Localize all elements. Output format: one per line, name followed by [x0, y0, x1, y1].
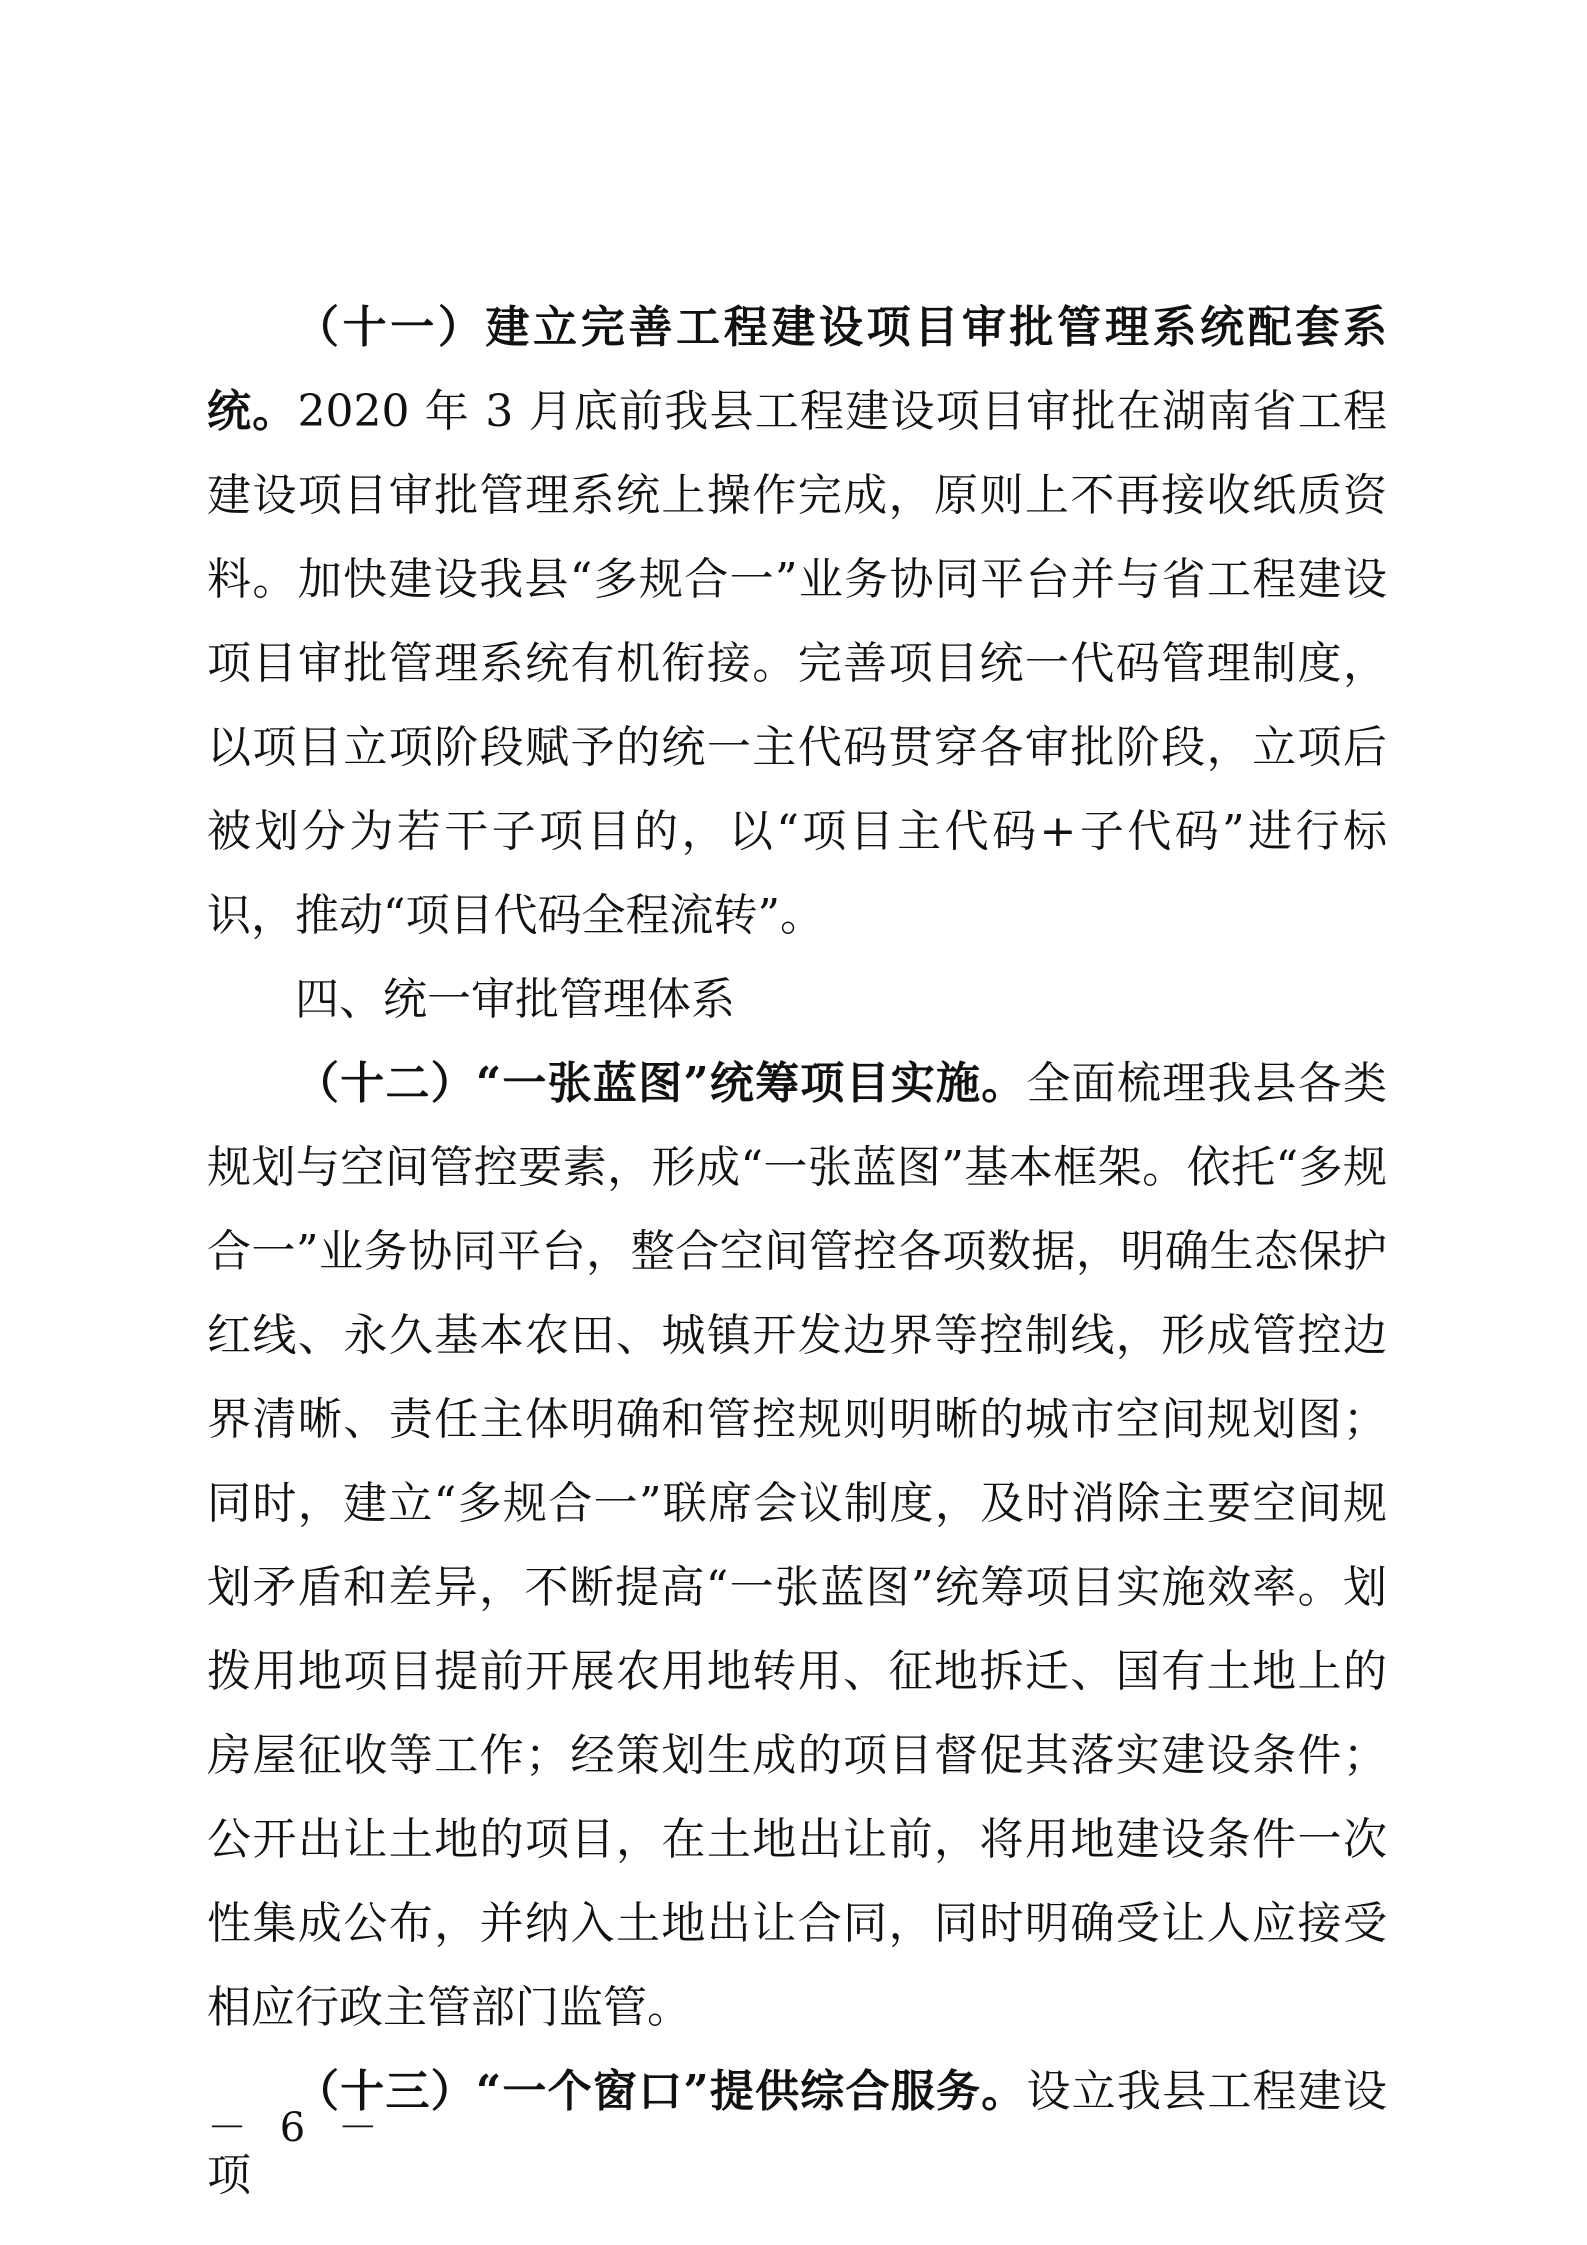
- section-heading-4: 四、统一审批管理体系: [295, 974, 735, 1025]
- paragraph-13-title: （十三）“一个窗口”提供综合服务。: [295, 2066, 1027, 2117]
- page-number: － 6 －: [207, 2105, 388, 2151]
- paragraph-12-text: 全面梳理我县各类规划与空间管控要素，形成“一张蓝图”基本框架。依托“多规合一”业务协同平台，整合空间管控各项数据，明确生态保护红线、永久基本农田、城镇开发边界等控制线，形成管控边界清晰、责任主体明确和管控规则明晰的城市空间规划图；同时，建立“多规合一”联席会议制度，及时消除主要空间规划矛盾和差异，不断提高“一张蓝图”统筹项目实施效率。划拨用地项目提前开展农用地转用、征地拆迁、国有土地上的房屋征收等工作；经策划生成的项目督促其落实建设条件；公开出让土地的项目，在土地出让前，将用地建设条件一次性集成公布，并纳入土地出让合同，同时明确受让人应接受相应行政主管部门监管。: [207, 1058, 1388, 2033]
- paragraph-13-text: 设立我县工程建设项: [207, 2066, 1388, 2201]
- paragraph-11: [207, 286, 1387, 958]
- paragraph-11-title: （十一）建立完善工程建设项目审批管理系统配套系统。: [207, 302, 1387, 437]
- document-body: [207, 286, 1387, 2218]
- paragraph-12-title: （十二）“一张蓝图”统筹项目实施。: [295, 1058, 1027, 1109]
- paragraph-11-text: 2020 年 3 月底前我县工程建设项目审批在湖南省工程建设项目审批管理系统上操作完成，原则上不再接收纸质资料。加快建设我县“多规合一”业务协同平台并与省工程建设项目审批管理系统有机衔接。完善项目统一代码管理制度，以项目立项阶段赋予的统一主代码贯穿各审批阶段，立项后被划分为若干子项目的，以“项目主代码+子代码”进行标识，推动“项目代码全程流转”。: [207, 386, 1388, 941]
- paragraph-12: [207, 1042, 1387, 2050]
